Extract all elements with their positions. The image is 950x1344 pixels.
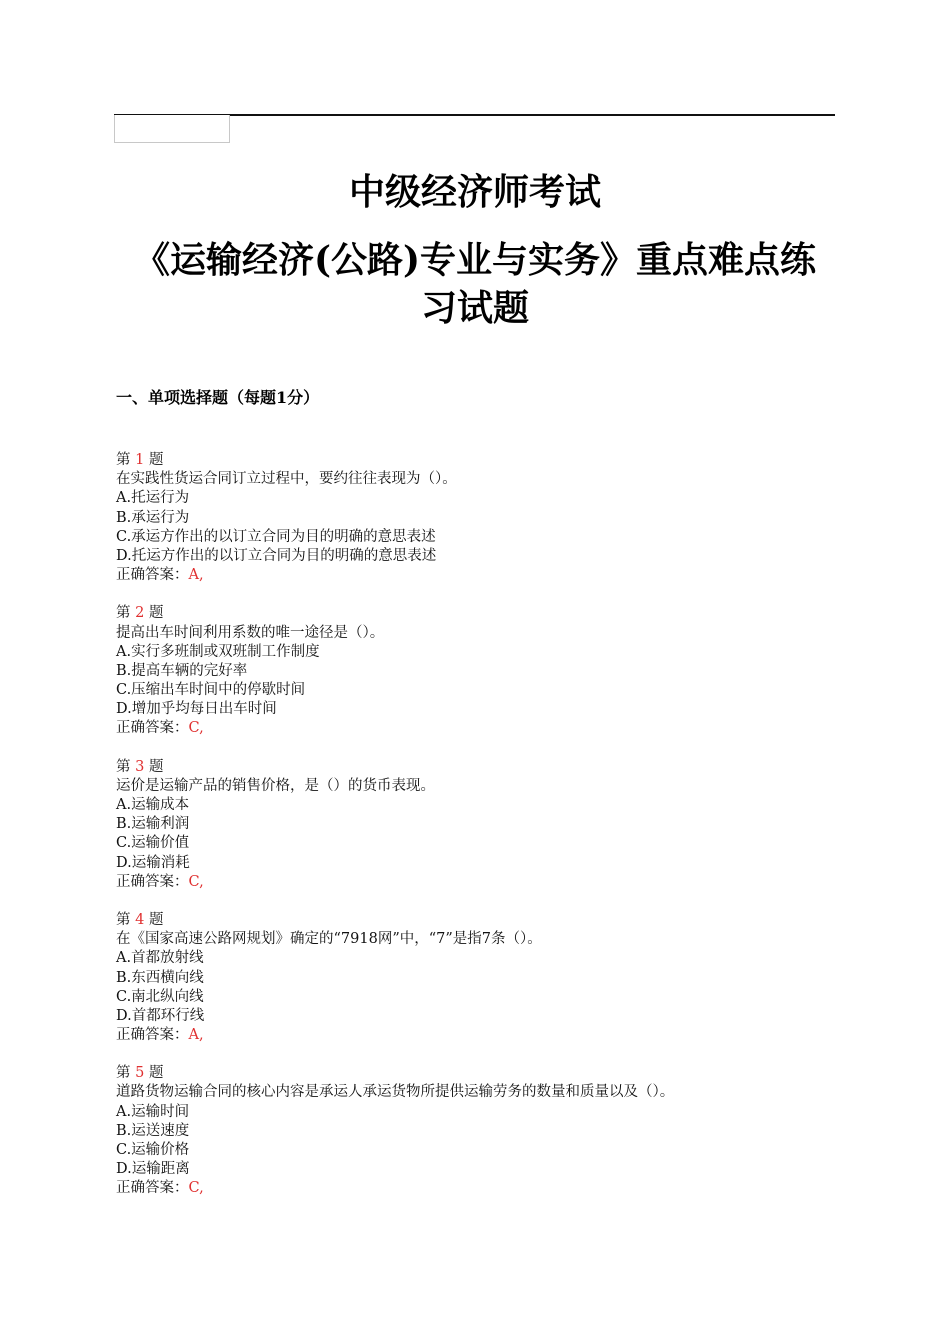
- question-option: A.运输时间: [116, 1103, 190, 1120]
- question-item: [116, 451, 846, 585]
- answer-label: 正确答案：: [116, 720, 189, 737]
- question-list: [116, 451, 846, 1218]
- question-option: B.运送速度: [116, 1122, 190, 1139]
- question-item: [116, 1064, 846, 1198]
- question-option: D.托运方作出的以订立合同为目的明确的意思表述: [116, 547, 437, 564]
- question-option: B.提高车辆的完好率: [116, 662, 248, 679]
- question-number: [116, 758, 846, 777]
- document-title: 中级经济师考试: [348, 171, 601, 213]
- question-prefix: 第: [116, 1065, 136, 1082]
- question-option: B.承运行为: [116, 509, 190, 526]
- question-option: C.压缩出车时间中的停歇时间: [116, 682, 306, 699]
- question-suffix: 题: [144, 1065, 164, 1082]
- question-option: D.增加乎均每日出车时间: [116, 701, 277, 718]
- question-item: [116, 758, 846, 892]
- answer-label: 正确答案：: [116, 1180, 189, 1197]
- question-prefix: 第: [116, 605, 136, 622]
- correct-answer: [116, 719, 846, 738]
- question-option: A.运输成本: [116, 797, 190, 813]
- question-number-value: 5: [135, 1065, 145, 1082]
- question-number-value: 3: [135, 758, 145, 775]
- section-heading: 一、单项选择题（每题1分）: [116, 388, 320, 407]
- question-option: B.运输利润: [116, 816, 190, 833]
- question-option: C.运输价格: [116, 1142, 190, 1158]
- question-suffix: 题: [144, 452, 164, 468]
- question-number-value: 4: [135, 911, 145, 928]
- question-option: C.运输价值: [116, 835, 190, 852]
- answer-label: 正确答案：: [116, 873, 189, 890]
- question-option: A.托运行为: [116, 490, 190, 507]
- question-option: D.运输距离: [116, 1161, 190, 1178]
- correct-answer: [116, 566, 846, 585]
- question-number-value: 1: [135, 452, 145, 468]
- question-prefix: 第: [116, 452, 136, 468]
- question-option: D.首都环行线: [116, 1007, 205, 1024]
- question-number: [116, 911, 846, 930]
- question-item: [116, 911, 846, 1045]
- question-prefix: 第: [116, 758, 136, 775]
- question-number: [116, 604, 846, 623]
- question-stem: 在《国家高速公路网规划》确定的“7918网”中，“7”是指7条（）。: [116, 931, 542, 948]
- answer-value: A,: [188, 567, 204, 584]
- question-item: [116, 604, 846, 738]
- answer-value: C,: [188, 873, 204, 890]
- question-number: [116, 451, 846, 470]
- answer-label: 正确答案：: [116, 1027, 189, 1044]
- question-suffix: 题: [144, 605, 164, 622]
- question-option: A.实行多班制或双班制工作制度: [116, 643, 320, 660]
- correct-answer: [116, 1026, 846, 1045]
- question-option: B.东西横向线: [116, 969, 204, 986]
- question-option: A.首都放射线: [116, 950, 204, 967]
- question-stem: 道路货物运输合同的核心内容是承运人承运货物所提供运输劳务的数量和质量以及（）。: [116, 1084, 675, 1101]
- document-subtitle: 《运输经济(公路)专业与实务》重点难点练习试题: [133, 239, 817, 329]
- correct-answer: [116, 1179, 846, 1198]
- question-prefix: 第: [116, 911, 136, 928]
- answer-value: A,: [188, 1027, 204, 1044]
- question-stem: 提高出车时间利用系数的唯一途径是（）。: [116, 624, 385, 641]
- question-suffix: 题: [144, 758, 164, 775]
- header-box: [114, 115, 230, 143]
- question-number-value: 2: [135, 605, 145, 622]
- question-option: D.运输消耗: [116, 854, 190, 871]
- correct-answer: [116, 873, 846, 892]
- question-stem: 运价是运输产品的销售价格，是（）的货币表现。: [116, 777, 435, 794]
- question-suffix: 题: [144, 911, 164, 928]
- question-option: C.承运方作出的以订立合同为目的明确的意思表述: [116, 528, 436, 545]
- question-number: [116, 1064, 846, 1083]
- answer-label: 正确答案：: [116, 567, 189, 584]
- answer-value: C,: [188, 1180, 204, 1197]
- question-stem: 在实践性货运合同订立过程中，要约往往表现为（）。: [116, 471, 457, 488]
- question-option: C.南北纵向线: [116, 988, 204, 1005]
- answer-value: C,: [188, 720, 204, 737]
